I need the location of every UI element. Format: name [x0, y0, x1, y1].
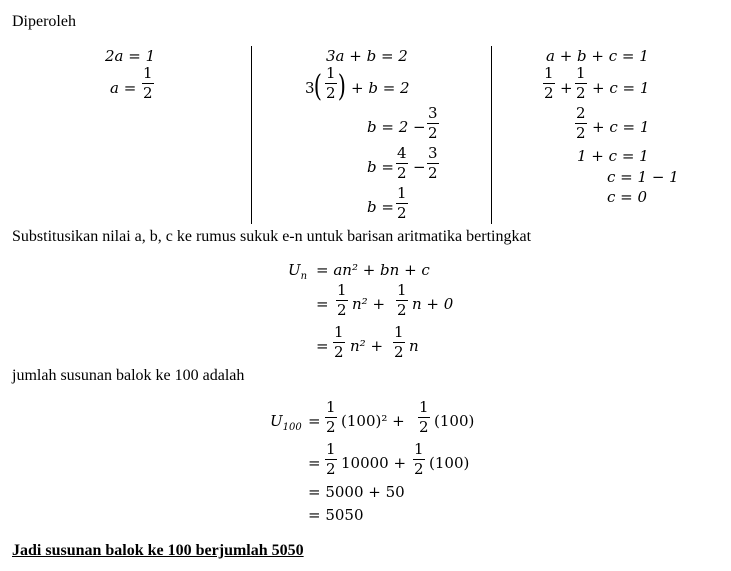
col2-half-fraction: [325, 66, 337, 101]
fraction-denominator: 2: [428, 164, 438, 182]
col3-fraction-2: [575, 66, 587, 101]
fraction-denominator: 2: [397, 204, 407, 222]
fraction-numerator: 1: [337, 281, 347, 299]
column-divider-right: [491, 46, 492, 224]
col3-fraction-3: [575, 106, 587, 141]
fraction-denominator: 2: [143, 84, 153, 102]
u100-line3: = 5000 + 50: [308, 483, 405, 501]
fraction-numerator: 1: [143, 64, 153, 82]
col2-b-eq1-lhs: b = 2 −: [367, 118, 426, 136]
fraction-denominator: 2: [397, 164, 407, 182]
col3-eq1: a + b + c = 1: [546, 47, 649, 65]
un-line2-fraction-1: [336, 283, 348, 318]
col2-b-eq3-fraction: [396, 186, 408, 221]
fraction-numerator: 1: [397, 281, 407, 299]
fraction-denominator: 2: [326, 84, 336, 102]
un-line2-term1: n² +: [352, 295, 386, 313]
col3-rest1: + c = 1: [592, 79, 650, 97]
fraction-numerator: 4: [397, 144, 407, 162]
u100-line2-term1: 10000 +: [341, 454, 407, 472]
fraction-denominator: 2: [544, 84, 554, 102]
fraction-denominator: 2: [414, 460, 424, 478]
un-subscript: n: [300, 271, 308, 282]
un-line3-fraction-2: [393, 325, 405, 360]
fraction-denominator: 2: [334, 343, 344, 361]
u100-line2-eq: =: [308, 454, 321, 472]
fraction-numerator: 1: [419, 398, 429, 416]
col2-b-eq2-fraction-2: [427, 146, 439, 181]
right-parenthesis: ): [337, 69, 346, 104]
fraction-numerator: 1: [334, 323, 344, 341]
fraction-numerator: 1: [326, 398, 336, 416]
col1-a-lhs: a =: [110, 79, 137, 97]
u100-line2-term2: (100): [429, 454, 470, 472]
jumlah-text: jumlah susunan balok ke 100 adalah: [12, 367, 245, 384]
un-line1: = an² + bn + c: [316, 261, 430, 279]
fraction-denominator: 2: [419, 418, 429, 436]
heading-diperoleh: Diperoleh: [12, 13, 76, 30]
un-line3-term2: n: [409, 337, 419, 355]
col2-three: 3: [305, 79, 315, 97]
col3-eq4: 1 + c = 1: [577, 147, 649, 165]
un-lhs: [288, 263, 307, 282]
un-symbol: U: [288, 261, 301, 279]
fraction-numerator: 1: [414, 440, 424, 458]
un-line2-fraction-2: [396, 283, 408, 318]
col2-plus-b: + b = 2: [351, 79, 410, 97]
col1-eq1: 2a = 1: [105, 47, 156, 65]
col3-eq5: c = 1 − 1: [607, 168, 679, 186]
fraction-numerator: 1: [544, 64, 554, 82]
fraction-numerator: 3: [428, 144, 438, 162]
column-divider-left: [251, 46, 252, 224]
col1-a-fraction: [142, 66, 154, 101]
col2-eq1: 3a + b = 2: [326, 47, 408, 65]
fraction-denominator: 2: [428, 124, 438, 142]
u100-lhs: [270, 414, 302, 433]
fraction-numerator: 1: [326, 64, 336, 82]
fraction-numerator: 1: [394, 323, 404, 341]
substitution-text: Substitusikan nilai a, b, c ke rumus sukuk e-n untuk barisan aritmatika bertingkat: [12, 228, 532, 245]
un-line3-term1: n² +: [350, 337, 384, 355]
conclusion: Jadi susunan balok ke 100 berjumlah 5050: [12, 542, 304, 559]
col2-b-eq2-fraction-1: [396, 146, 408, 181]
fraction-numerator: 1: [397, 184, 407, 202]
fraction-denominator: 2: [576, 124, 586, 142]
fraction-denominator: 2: [326, 460, 336, 478]
col2-b-eq1-fraction: [427, 106, 439, 141]
un-line3-eq: =: [316, 337, 329, 355]
col2-b-eq2-lhs: b =: [367, 158, 394, 176]
un-line2-term2: n + 0: [412, 295, 454, 313]
u100-line1-fraction-2: [418, 400, 430, 435]
col2-b-eq2-minus: −: [413, 158, 426, 176]
fraction-denominator: 2: [337, 301, 347, 319]
left-parenthesis: (: [313, 69, 322, 104]
col3-fraction-1: [543, 66, 555, 101]
u100-subscript: 100: [282, 422, 302, 433]
col2-b-eq3-lhs: b =: [367, 198, 394, 216]
un-line3-fraction-1: [333, 325, 345, 360]
un-line2-eq: =: [316, 295, 329, 313]
fraction-denominator: 2: [394, 343, 404, 361]
u100-line2-fraction-1: [325, 442, 337, 477]
u100-line1-term2: (100): [434, 412, 475, 430]
fraction-numerator: 2: [576, 104, 586, 122]
fraction-numerator: 1: [326, 440, 336, 458]
col3-rest2: + c = 1: [592, 118, 650, 136]
fraction-denominator: 2: [397, 301, 407, 319]
u100-line4: = 5050: [308, 506, 364, 524]
fraction-denominator: 2: [326, 418, 336, 436]
fraction-numerator: 3: [428, 104, 438, 122]
col3-plus: +: [560, 79, 573, 97]
u100-symbol: U: [270, 412, 283, 430]
u100-line1-term1: (100)² +: [341, 412, 405, 430]
fraction-numerator: 1: [576, 64, 586, 82]
col3-eq6: c = 0: [607, 188, 648, 206]
u100-line1-eq: =: [308, 412, 321, 430]
u100-line1-fraction-1: [325, 400, 337, 435]
fraction-denominator: 2: [576, 84, 586, 102]
u100-line2-fraction-2: [413, 442, 425, 477]
